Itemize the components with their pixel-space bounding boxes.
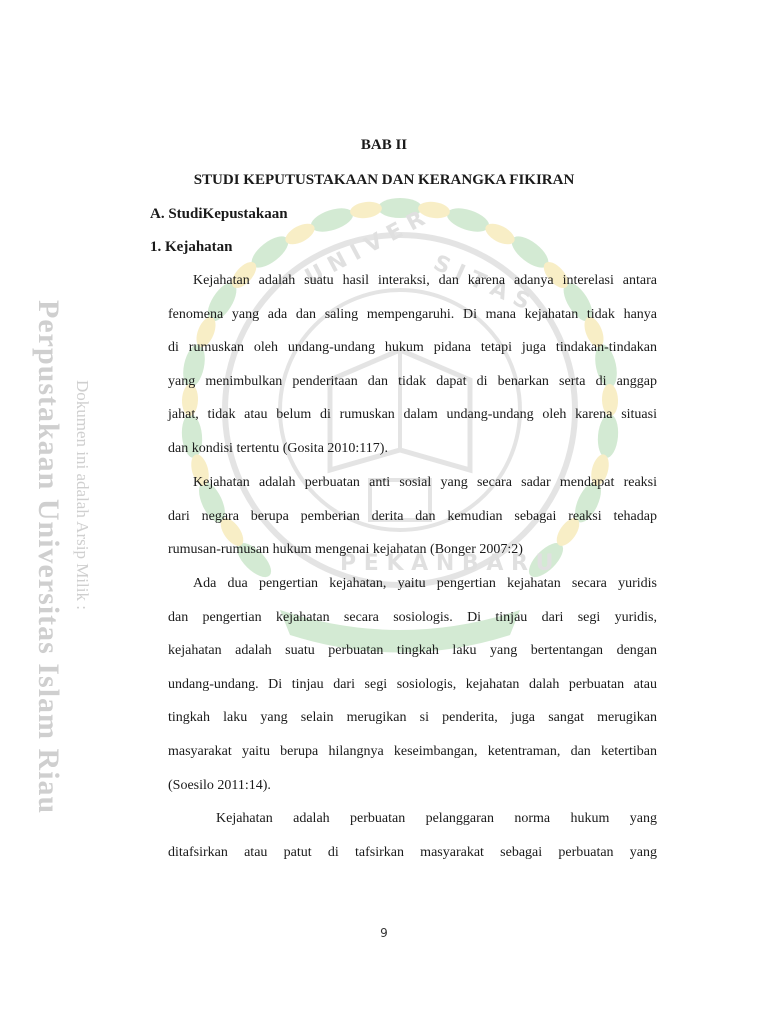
svg-text:U N I V E R: U N I V E R (301, 206, 430, 291)
paragraph-line: rumusan-rumusan hukum mengenai kejahatan (Bonger 2007:2) (168, 542, 523, 558)
chapter-title: STUDI KEPUTUSTAKAAN DAN KERANGKA FIKIRAN (193, 172, 575, 188)
svg-text:S I T A S: S I T A S (429, 250, 534, 316)
page-number: 9 (380, 926, 388, 940)
paragraph (168, 466, 657, 567)
paragraph-line: dan pengertian kejahatan secara sosiologis. Di tinjau dari segi yuridis, (168, 609, 657, 625)
paragraph-line: kejahatan adalah suatu perbuatan tingkah laku yang bertentangan dengan (168, 643, 657, 659)
paragraph-line: yang menimbulkan penderitaan dan tidak dapat di benarkan serta di anggap (168, 373, 657, 389)
chapter-heading: BAB II (360, 137, 408, 153)
subsection-heading: 1. Kejahatan (150, 239, 233, 255)
svg-text:P E K A N B A R U: P E K A N B A R U (340, 551, 554, 576)
side-watermark-library: Perpustakaan Universitas Islam Riau (32, 300, 65, 815)
paragraph-line: dan kondisi tertentu (Gosita 2010:117). (168, 440, 388, 456)
paragraph-line: Kejahatan adalah perbuatan anti sosial yang secara sadar mendapat reaksi (193, 475, 657, 490)
paragraph-line: undang-undang. Di tinjau dari segi sosiologis, kejahatan dalah perbuatan atau (168, 676, 657, 692)
paragraph-line: Kejahatan adalah perbuatan pelanggaran norma hukum yang (216, 811, 657, 826)
paragraph-line: ditafsirkan atau patut di tafsirkan masyarakat sebagai perbuatan yang (168, 844, 657, 860)
paragraph-line: (Soesilo 2011:14). (168, 777, 271, 793)
paragraph (168, 264, 657, 466)
paragraph-line: dari negara berupa pemberian derita dan kemudian sebagai reaksi tehadap (168, 508, 657, 524)
paragraph-line: fenomena yang ada dan saling mempengaruhi. Di mana kejahatan tidak hanya (168, 306, 657, 322)
paragraph-line: tingkah laku yang selain merugikan si penderita, juga sangat merugikan (168, 710, 657, 726)
section-heading: A. StudiKepustakaan (150, 206, 288, 222)
paragraph-line: jahat, tidak atau belum di rumuskan dalam undang-undang oleh karena situasi (168, 407, 657, 423)
paragraph-line: Kejahatan adalah suatu hasil interaksi, dan karena adanya interelasi antara (193, 273, 657, 288)
paragraph-line: Ada dua pengertian kejahatan, yaitu pengertian kejahatan secara yuridis (193, 576, 657, 591)
side-watermark-archive-note: Dokumen ini adalah Arsip Milik : (73, 380, 92, 610)
paragraph (168, 567, 657, 802)
paragraph-line: masyarakat yaitu berupa hilangnya keseimbangan, ketentraman, dan ketertiban (168, 743, 657, 759)
paragraph-line: di rumuskan oleh undang-undang hukum pidana tetapi juga tindakan-tindakan (168, 340, 657, 356)
paragraph (168, 802, 657, 869)
